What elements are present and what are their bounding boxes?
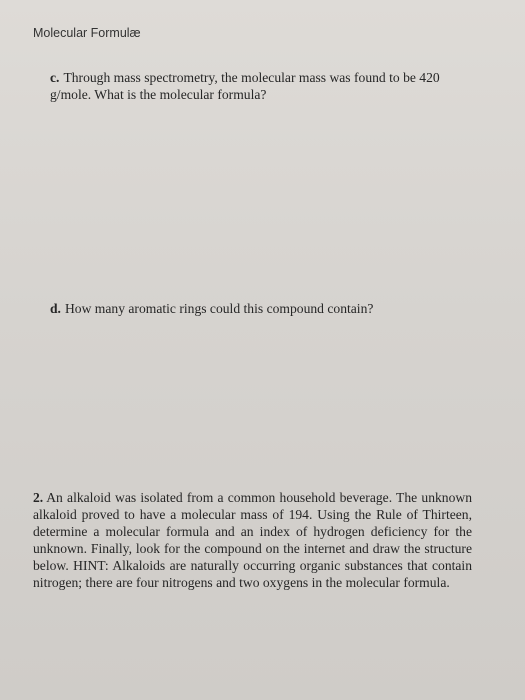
question-c-text: Through mass spectrometry, the molecular mass was found to be 420 g/mole. What is the molecular formula? bbox=[50, 70, 440, 102]
question-c-label: c. bbox=[50, 70, 60, 85]
question-d-text: How many aromatic rings could this compound contain? bbox=[64, 301, 374, 316]
question-d bbox=[50, 300, 470, 317]
running-head: Molecular Formulæ bbox=[33, 26, 141, 40]
question-2 bbox=[33, 489, 472, 591]
question-d-label: d. bbox=[50, 301, 61, 316]
question-2-text: An alkaloid was isolated from a common household beverage. The unknown alkaloid proved to have a molecular mass of 194. Using the Rule of Thirteen, determine a molecular formula and an index of hydrogen deficiency for the unknown. Finally, look for the compound on the internet and draw the structure below. HINT: Alkaloids are naturally occurring organic substances that contain nitrogen; there are four nitrogens and two oxygens in the molecular formula. bbox=[33, 490, 472, 590]
question-2-label: 2. bbox=[33, 490, 44, 505]
question-c bbox=[50, 69, 470, 103]
